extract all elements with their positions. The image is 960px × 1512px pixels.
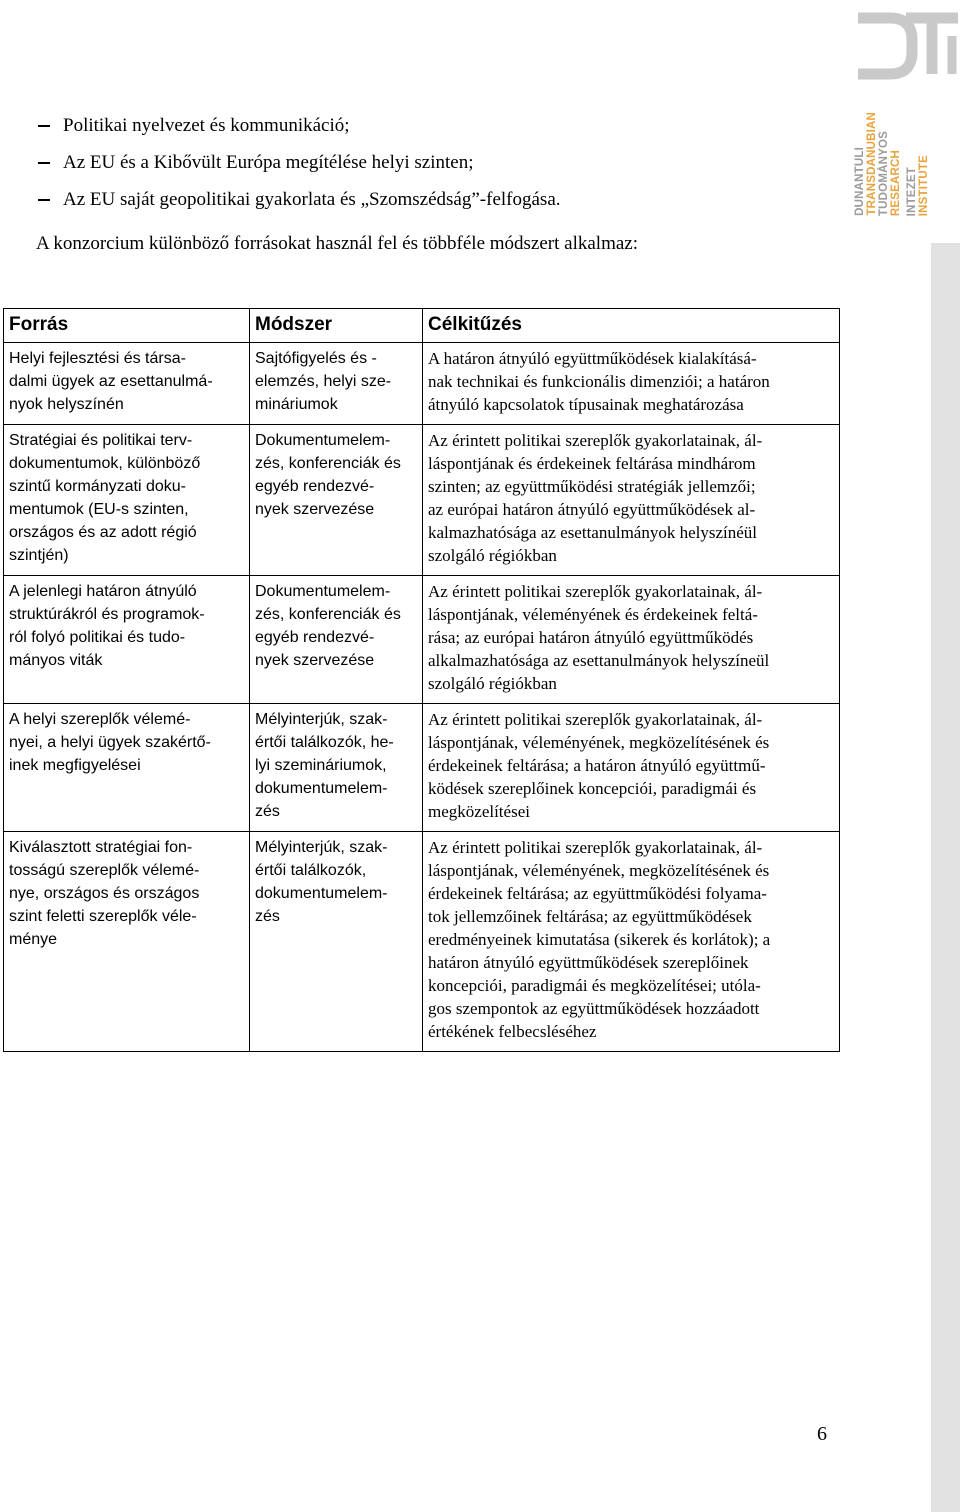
source-text: A jelenlegi határon átnyúló struktúrákról és programok- ról folyó politikai és tudo- mányos viták xyxy=(9,583,205,669)
source-text: Stratégiai és politikai terv- dokumentumok, különböző szintű kormányzati doku- mentumok (EU-s szinten, országos és az adott régió szintjén) xyxy=(9,432,201,564)
method-cell xyxy=(250,832,423,1052)
goal-cell xyxy=(423,425,840,576)
side-margin-strip xyxy=(931,243,960,1512)
source-cell xyxy=(4,343,250,425)
table-row xyxy=(4,832,840,1052)
dash-bullet-icon xyxy=(38,125,50,127)
logo-line-3: TUDOMÁNYOS xyxy=(878,130,890,216)
goal-text: A határon átnyúló együttműködések kialakításá- nak technikai és funkcionális dimenziói; a határon átnyúló kapcsolatok típusainak meghatározása xyxy=(428,349,770,414)
source-cell xyxy=(4,704,250,832)
source-cell xyxy=(4,832,250,1052)
header-method: Módszer xyxy=(250,309,423,343)
method-text: Sajtófigyelés és - elemzés, helyi sze- mináriumok xyxy=(255,350,392,413)
methods-table xyxy=(3,308,840,1052)
method-text: Dokumentumelem- zés, konferenciák és egyéb rendezvé- nyek szervezése xyxy=(255,432,401,518)
source-text: Kiválasztott stratégiai fon- tosságú szereplők vélemé- nye, országos és országos szint feletti szereplők véle- ménye xyxy=(9,839,200,948)
source-text: A helyi szereplők vélemé- nyei, a helyi ügyek szakértő- inek megfigyelései xyxy=(9,711,211,774)
method-text: Dokumentumelem- zés, konferenciák és egyéb rendezvé- nyek szervezése xyxy=(255,583,401,669)
table-header-row xyxy=(4,309,840,343)
header-source: Forrás xyxy=(4,309,250,343)
logo-line-5: INTEZET xyxy=(906,166,918,216)
goal-cell xyxy=(423,704,840,832)
logo-line-4: RESEARCH xyxy=(890,149,902,216)
bullet-text: Az EU és a Kibővült Európa megítélése helyi szinten; xyxy=(63,152,474,173)
logo-line-6: INSTITUTE xyxy=(918,154,930,216)
method-cell xyxy=(250,704,423,832)
dash-bullet-icon xyxy=(38,199,50,201)
method-text: Mélyinterjúk, szak- értői találkozók, he- lyi szemináriumok, dokumentumelem- zés xyxy=(255,711,394,820)
goal-cell xyxy=(423,576,840,704)
goal-cell xyxy=(423,343,840,425)
goal-text: Az érintett politikai szereplők gyakorlatainak, ál- láspontjának, véleményének, megközelítésének és érdekeinek feltárása; az együttműködési folyama- tok jellemzőinek feltárása; az együttműködések eredményeinek kimutatása (sikerek és korlátok); a határon átnyúló együttműködések szereplőinek koncepciói, paradigmái és megközelítései; utóla- gos szempontok az együttműködések hozzáadott értékének felbecsléséhez xyxy=(428,838,771,1041)
institute-logo xyxy=(852,6,960,216)
intro-paragraph: A konzorcium különböző forrásokat használ fel és többféle módszert alkalmaz: xyxy=(36,233,638,254)
method-cell xyxy=(250,576,423,704)
bullet-text: Politikai nyelvezet és kommunikáció; xyxy=(63,115,350,136)
page-number: 6 xyxy=(817,1423,827,1445)
source-cell xyxy=(4,576,250,704)
source-cell xyxy=(4,425,250,576)
table-row xyxy=(4,425,840,576)
method-cell xyxy=(250,425,423,576)
dash-bullet-icon xyxy=(38,162,50,164)
method-cell xyxy=(250,343,423,425)
goal-cell xyxy=(423,832,840,1052)
goal-text: Az érintett politikai szereplők gyakorlatainak, ál- láspontjának, véleményének, megközelítésének és érdekeinek feltárása; a határon átnyúló együttmű- ködések szereplőinek koncepciói, paradigmái és megközelítései xyxy=(428,710,770,821)
source-text: Helyi fejlesztési és társa- dalmi ügyek az esettanulmá- nyok helyszínén xyxy=(9,350,213,413)
goal-text: Az érintett politikai szereplők gyakorlatainak, ál- láspontjának, véleményének és érdekeinek feltá- rása; az európai határon átnyúló együttműködés alkalmazhatósága az esettanulmányok helyszíneül szolgáló régiókban xyxy=(428,582,770,693)
table-row xyxy=(4,576,840,704)
logo-line-2: TRANSDANUBIAN xyxy=(866,112,878,216)
logo-line-1: DUNANTULI xyxy=(854,147,866,216)
header-goal: Célkitűzés xyxy=(423,309,840,343)
bullet-text: Az EU saját geopolitikai gyakorlata és „Szomszédság”-felfogása. xyxy=(63,189,561,210)
table-row xyxy=(4,343,840,425)
goal-text: Az érintett politikai szereplők gyakorlatainak, ál- láspontjának és érdekeinek feltárása mindhárom szinten; az együttműködési stratégiák jellemzői; az európai határon átnyúló együttműködések al- kalmazhatósága az esettanulmányok helyszínéül szolgáló régiókban xyxy=(428,431,763,565)
logo-mark-icon xyxy=(852,6,960,96)
method-text: Mélyinterjúk, szak- értői találkozók, dokumentumelem- zés xyxy=(255,839,388,925)
table-row xyxy=(4,704,840,832)
